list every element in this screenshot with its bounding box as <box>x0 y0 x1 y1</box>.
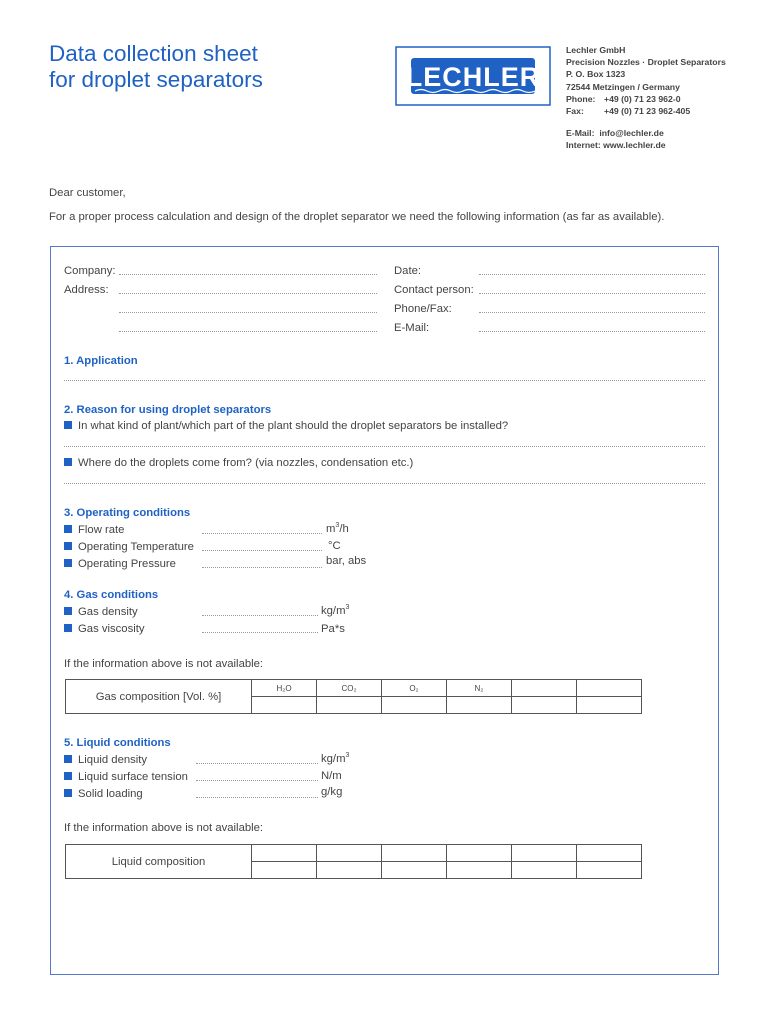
company-field-label: Company: <box>64 265 116 277</box>
flow-rate-field[interactable] <box>202 533 322 534</box>
pressure-unit: bar, abs <box>326 555 367 567</box>
bullet-square-icon <box>64 772 72 780</box>
gas-col-extra-2 <box>577 680 642 697</box>
surface-tension-label: Liquid surface tension <box>64 770 188 784</box>
operating-temperature-label: Operating Temperature <box>64 540 194 554</box>
gas-viscosity-field[interactable] <box>202 632 318 633</box>
not-available-note-liquid: If the information above is not available: <box>64 822 264 834</box>
reason-question-2: Where do the droplets come from? (via nozzles, condensation etc.) <box>64 456 413 470</box>
liquid-composition-label: Liquid composition <box>66 845 252 879</box>
bullet-square-icon <box>64 624 72 632</box>
liquid-col-3 <box>382 845 447 862</box>
bullet-square-icon <box>64 755 72 763</box>
liquid-col-5 <box>512 845 577 862</box>
gas-col-o2: O₂ <box>382 680 447 697</box>
surface-tension-field[interactable] <box>196 780 318 781</box>
address-field-line-1[interactable] <box>119 293 377 294</box>
gas-composition-table <box>65 679 642 714</box>
fax-label: Fax: <box>566 106 584 117</box>
section-liquid-heading: 5. Liquid conditions <box>64 737 171 749</box>
flow-rate-unit: $m^3/h$ <box>326 522 349 535</box>
liquid-cell-5[interactable] <box>512 862 577 879</box>
gas-composition-label: Gas composition [Vol. %] <box>66 680 252 714</box>
liquid-cell-4[interactable] <box>447 862 512 879</box>
email-field-line[interactable] <box>479 331 705 332</box>
lechler-logo <box>395 46 551 106</box>
company-email-row <box>566 127 726 139</box>
bullet-square-icon <box>64 525 72 533</box>
email-field-label: E-Mail: <box>394 322 430 334</box>
temperature-unit: °C <box>328 540 341 552</box>
company-name: Lechler GmbH <box>566 45 626 55</box>
solid-loading-field[interactable] <box>196 797 318 798</box>
liquid-col-1 <box>252 845 317 862</box>
bullet-square-icon <box>64 607 72 615</box>
gas-viscosity-unit: Pa*s <box>321 623 345 635</box>
company-fax: +49 (0) 71 23 962-405 <box>604 106 691 117</box>
email-label: E-Mail: <box>566 128 595 139</box>
contact-person-label: Contact person: <box>394 284 474 296</box>
gas-col-h2o: H₂O <box>252 680 317 697</box>
company-city: 72544 Metzingen / Germany <box>566 81 680 92</box>
liquid-density-unit: $kg/m^3$ <box>321 752 350 765</box>
logo-wordmark: LECHLER <box>405 62 541 92</box>
salutation: Dear customer, <box>49 187 126 199</box>
not-available-note-gas: If the information above is not available: <box>64 658 264 670</box>
intro-text: For a proper process calculation and design of the droplet separator we need the following information (as far as available). <box>49 211 665 223</box>
gas-density-field[interactable] <box>202 615 318 616</box>
title-line-2: for droplet separators <box>49 67 263 92</box>
phone-fax-line[interactable] <box>479 312 705 313</box>
liquid-col-4 <box>447 845 512 862</box>
gas-col-co2: CO₂ <box>317 680 382 697</box>
operating-temperature-field[interactable] <box>202 550 322 551</box>
solid-loading-unit: g/kg <box>321 786 343 798</box>
liquid-col-2 <box>317 845 382 862</box>
liquid-cell-1[interactable] <box>252 862 317 879</box>
gas-cell-n2[interactable] <box>447 697 512 714</box>
address-field-line-2[interactable] <box>119 312 377 313</box>
date-field-label: Date: <box>394 265 422 277</box>
bullet-square-icon <box>64 458 72 466</box>
gas-col-extra-1 <box>512 680 577 697</box>
contact-person-line[interactable] <box>479 293 705 294</box>
section-application-heading: 1. Application <box>64 355 138 367</box>
liquid-cell-2[interactable] <box>317 862 382 879</box>
address-field-label: Address: <box>64 284 109 296</box>
company-tagline: Precision Nozzles · Droplet Separators <box>566 57 726 68</box>
gas-density-label: Gas density <box>64 605 138 619</box>
company-address-block <box>566 44 726 152</box>
gas-cell-o2[interactable] <box>382 697 447 714</box>
internet-label: Internet: <box>566 140 601 151</box>
bullet-square-icon <box>64 559 72 567</box>
liquid-density-field[interactable] <box>196 763 318 764</box>
gas-cell-co2[interactable] <box>317 697 382 714</box>
bullet-square-icon <box>64 542 72 550</box>
data-collection-form <box>50 246 719 975</box>
company-fax-row <box>566 105 726 117</box>
reason-question-1: In what kind of plant/which part of the plant should the droplet separators be installed? <box>64 419 508 433</box>
gas-density-unit: $kg/m^3$ <box>321 604 350 617</box>
phone-label: Phone: <box>566 93 596 104</box>
company-internet[interactable]: www.lechler.de <box>603 140 666 151</box>
gas-col-n2: N₂ <box>447 680 512 697</box>
section-reason-heading: 2. Reason for using droplet separators <box>64 404 272 416</box>
company-internet-row <box>566 139 726 151</box>
reason-answer-1-line[interactable] <box>64 446 705 447</box>
liquid-cell-6[interactable] <box>577 862 642 879</box>
gas-viscosity-label: Gas viscosity <box>64 622 145 636</box>
gas-cell-extra-2[interactable] <box>577 697 642 714</box>
operating-pressure-field[interactable] <box>202 567 322 568</box>
company-email[interactable]: info@lechler.de <box>599 128 664 139</box>
title-line-1: Data collection sheet <box>49 41 258 66</box>
section-operating-heading: 3. Operating conditions <box>64 507 191 519</box>
solid-loading-label: Solid loading <box>64 787 143 801</box>
liquid-cell-3[interactable] <box>382 862 447 879</box>
company-phone: +49 (0) 71 23 962-0 <box>604 93 681 104</box>
bullet-square-icon <box>64 421 72 429</box>
gas-cell-extra-1[interactable] <box>512 697 577 714</box>
reason-answer-2-line[interactable] <box>64 483 705 484</box>
gas-cell-h2o[interactable] <box>252 697 317 714</box>
date-field-line[interactable] <box>479 274 705 275</box>
address-field-line-3[interactable] <box>119 331 377 332</box>
section-gas-heading: 4. Gas conditions <box>64 589 159 601</box>
liquid-composition-table <box>65 844 642 879</box>
phone-fax-label: Phone/Fax: <box>394 303 452 315</box>
liquid-col-6 <box>577 845 642 862</box>
application-line[interactable] <box>64 380 705 381</box>
bullet-square-icon <box>64 789 72 797</box>
company-phone-row <box>566 93 726 105</box>
company-field-line[interactable] <box>119 274 377 275</box>
flow-rate-label: Flow rate <box>64 523 124 537</box>
surface-tension-unit: N/m <box>321 770 342 782</box>
page-title <box>49 41 263 93</box>
operating-pressure-label: Operating Pressure <box>64 557 176 571</box>
company-po-box: P. O. Box 1323 <box>566 69 626 80</box>
liquid-density-label: Liquid density <box>64 753 147 767</box>
